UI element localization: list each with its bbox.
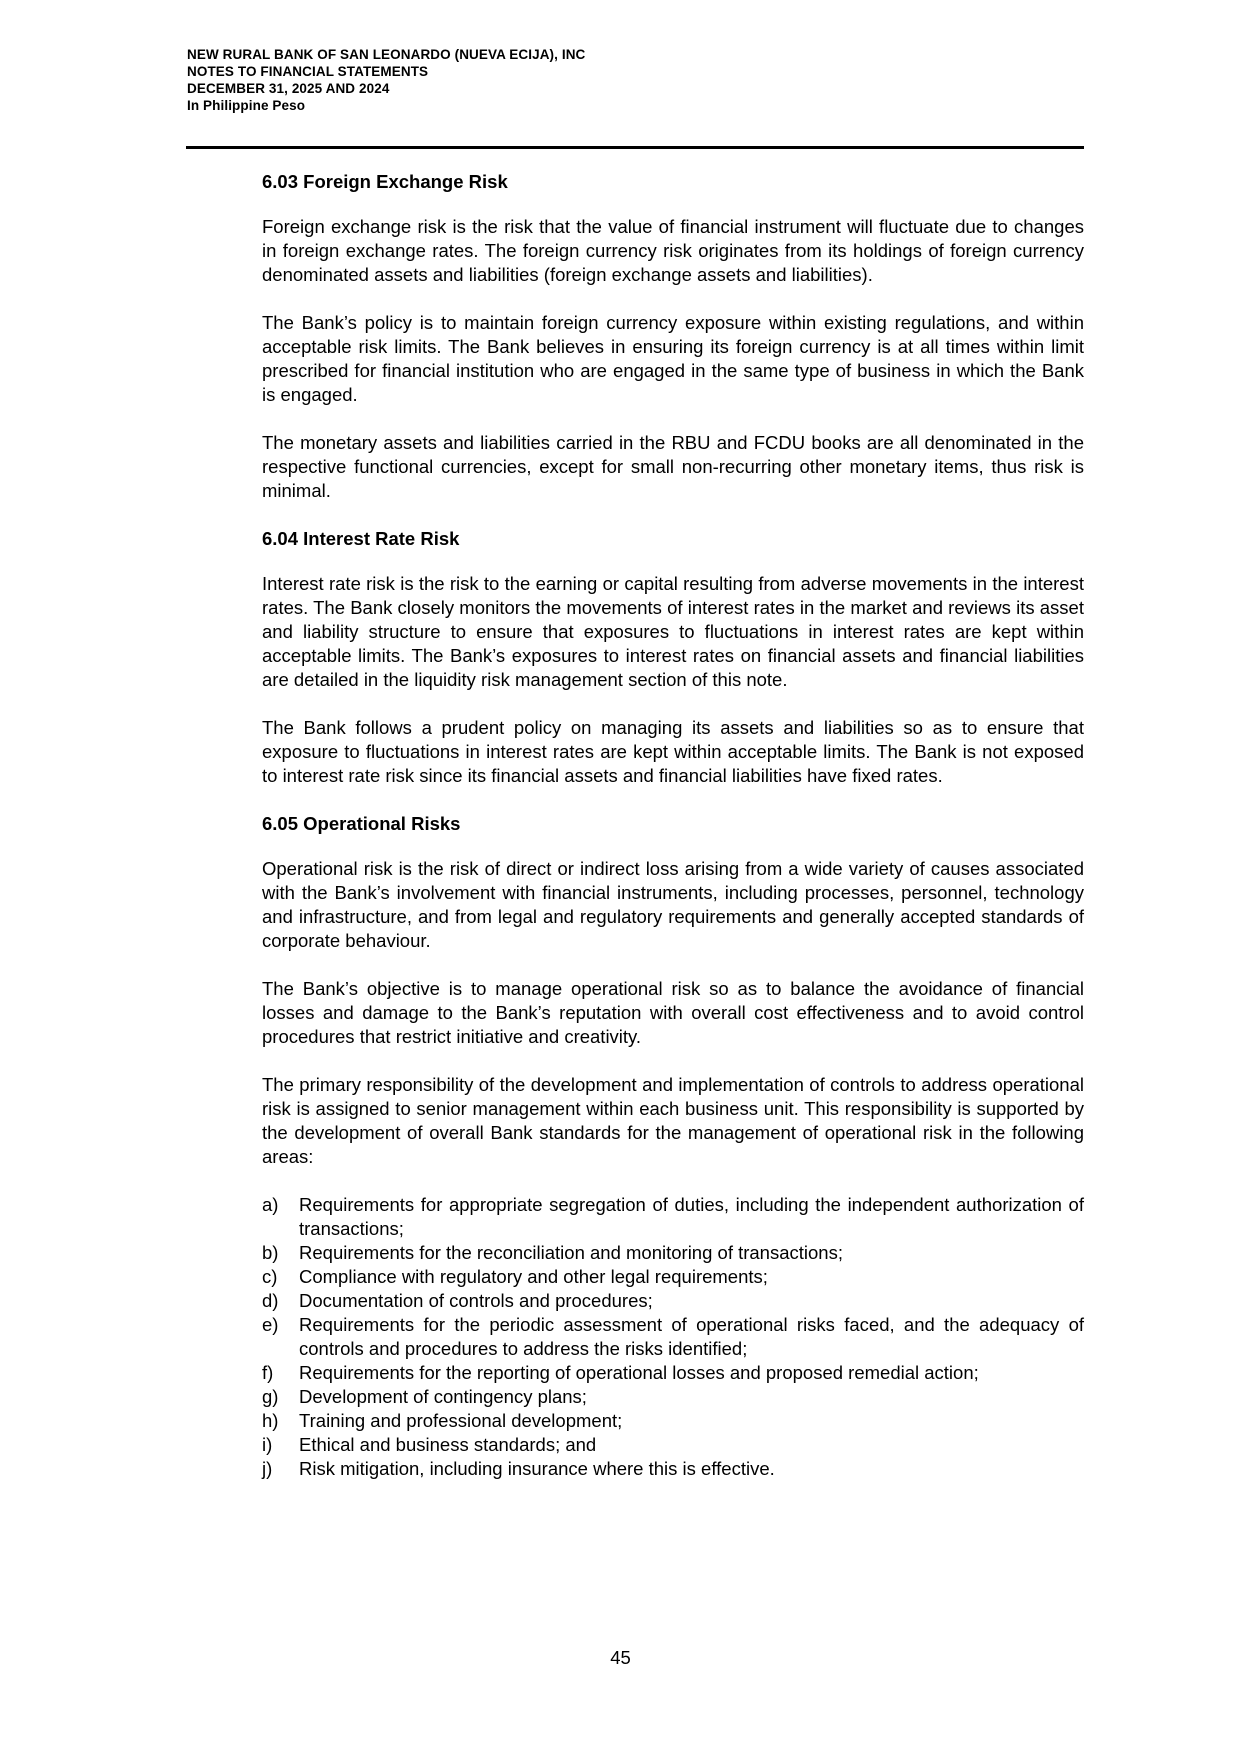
header-divider [186,146,1084,149]
list-item-text: Requirements for appropriate segregation of duties, including the independent authorization of transactions; [299,1194,1084,1239]
list-item-text: Training and professional development; [299,1410,623,1431]
list-item-text: Requirements for the reconciliation and monitoring of transactions; [299,1242,843,1263]
paragraph: The primary responsibility of the development and implementation of controls to address operational risk is assigned to senior management within each business unit. This responsibility is supported by the development of overall Bank standards for the management of operational risk in the following areas: [262,1074,1084,1167]
section-heading-foreign-exchange: 6.03 Foreign Exchange Risk [262,171,508,192]
list-marker: j) [262,1458,273,1479]
list-item [262,1289,1084,1313]
list-item-text: Requirements for the reporting of operational losses and proposed remedial action; [299,1362,979,1383]
list-marker: f) [262,1362,274,1383]
list-marker: d) [262,1290,279,1311]
page-content [262,170,1084,1481]
list-item [262,1409,1084,1433]
list-item [262,1457,1084,1481]
paragraph: The Bank follows a prudent policy on managing its assets and liabilities so as to ensure that exposure to fluctuations in interest rates are kept within acceptable limits. The Bank is not exposed to interest rate risk since its financial assets and financial liabilities have fixed rates. [262,717,1084,786]
company-name: NEW RURAL BANK OF SAN LEONARDO (NUEVA ECIJA), INC [187,47,586,62]
statement-title: NOTES TO FINANCIAL STATEMENTS [187,64,429,79]
list-item [262,1241,1084,1265]
section-heading-operational: 6.05 Operational Risks [262,813,461,834]
list-item-text: Risk mitigation, including insurance where this is effective. [299,1458,775,1479]
list-marker: c) [262,1266,278,1287]
section-heading-interest-rate: 6.04 Interest Rate Risk [262,528,460,549]
operational-standards-list [262,1193,1084,1481]
list-item [262,1265,1084,1289]
list-item-text: Ethical and business standards; and [299,1434,597,1455]
paragraph: Operational risk is the risk of direct or indirect loss arising from a wide variety of causes associated with the Bank’s involvement with financial instruments, including processes, personnel, technology and infrastructure, and from legal and regulatory requirements and generally accepted standards of corporate behaviour. [262,858,1084,951]
statement-period: DECEMBER 31, 2025 AND 2024 [187,81,390,96]
list-item-text: Compliance with regulatory and other legal requirements; [299,1266,768,1287]
list-item [262,1313,1084,1361]
list-marker: a) [262,1194,279,1215]
list-marker: i) [262,1434,273,1455]
list-item-text: Documentation of controls and procedures; [299,1290,653,1311]
list-item [262,1193,1084,1241]
list-marker: h) [262,1410,279,1431]
paragraph: The monetary assets and liabilities carried in the RBU and FCDU books are all denominated in the respective functional currencies, except for small non-recurring other monetary items, thus risk is minimal. [262,432,1084,501]
list-marker: b) [262,1242,279,1263]
document-header [187,46,1087,114]
list-marker: g) [262,1386,279,1407]
paragraph: Interest rate risk is the risk to the earning or capital resulting from adverse movements in the interest rates. The Bank closely monitors the movements of interest rates in the market and reviews its asset and liability structure to ensure that exposures to fluctuations in interest rates are kept within acceptable limits. The Bank’s exposures to interest rates on financial assets and financial liabilities are detailed in the liquidity risk management section of this note. [262,573,1084,690]
list-marker: e) [262,1314,279,1335]
page-number: 45 [610,1647,631,1668]
list-item-text: Requirements for the periodic assessment of operational risks faced, and the adequacy of controls and procedures to address the risks identified; [299,1314,1084,1359]
list-item [262,1433,1084,1457]
list-item-text: Development of contingency plans; [299,1386,587,1407]
paragraph: Foreign exchange risk is the risk that the value of financial instrument will fluctuate due to changes in foreign exchange rates. The foreign currency risk originates from its holdings of foreign currency denominated assets and liabilities (foreign exchange assets and liabilities). [262,216,1084,285]
list-item [262,1361,1084,1385]
paragraph: The Bank’s policy is to maintain foreign currency exposure within existing regulations, and within acceptable risk limits. The Bank believes in ensuring its foreign currency is at all times within limit prescribed for financial institution who are engaged in the same type of business in which the Bank is engaged. [262,312,1084,405]
currency-note: In Philippine Peso [187,98,306,113]
list-item [262,1385,1084,1409]
paragraph: The Bank’s objective is to manage operational risk so as to balance the avoidance of financial losses and damage to the Bank’s reputation with overall cost effectiveness and to avoid control procedures that restrict initiative and creativity. [262,978,1084,1047]
